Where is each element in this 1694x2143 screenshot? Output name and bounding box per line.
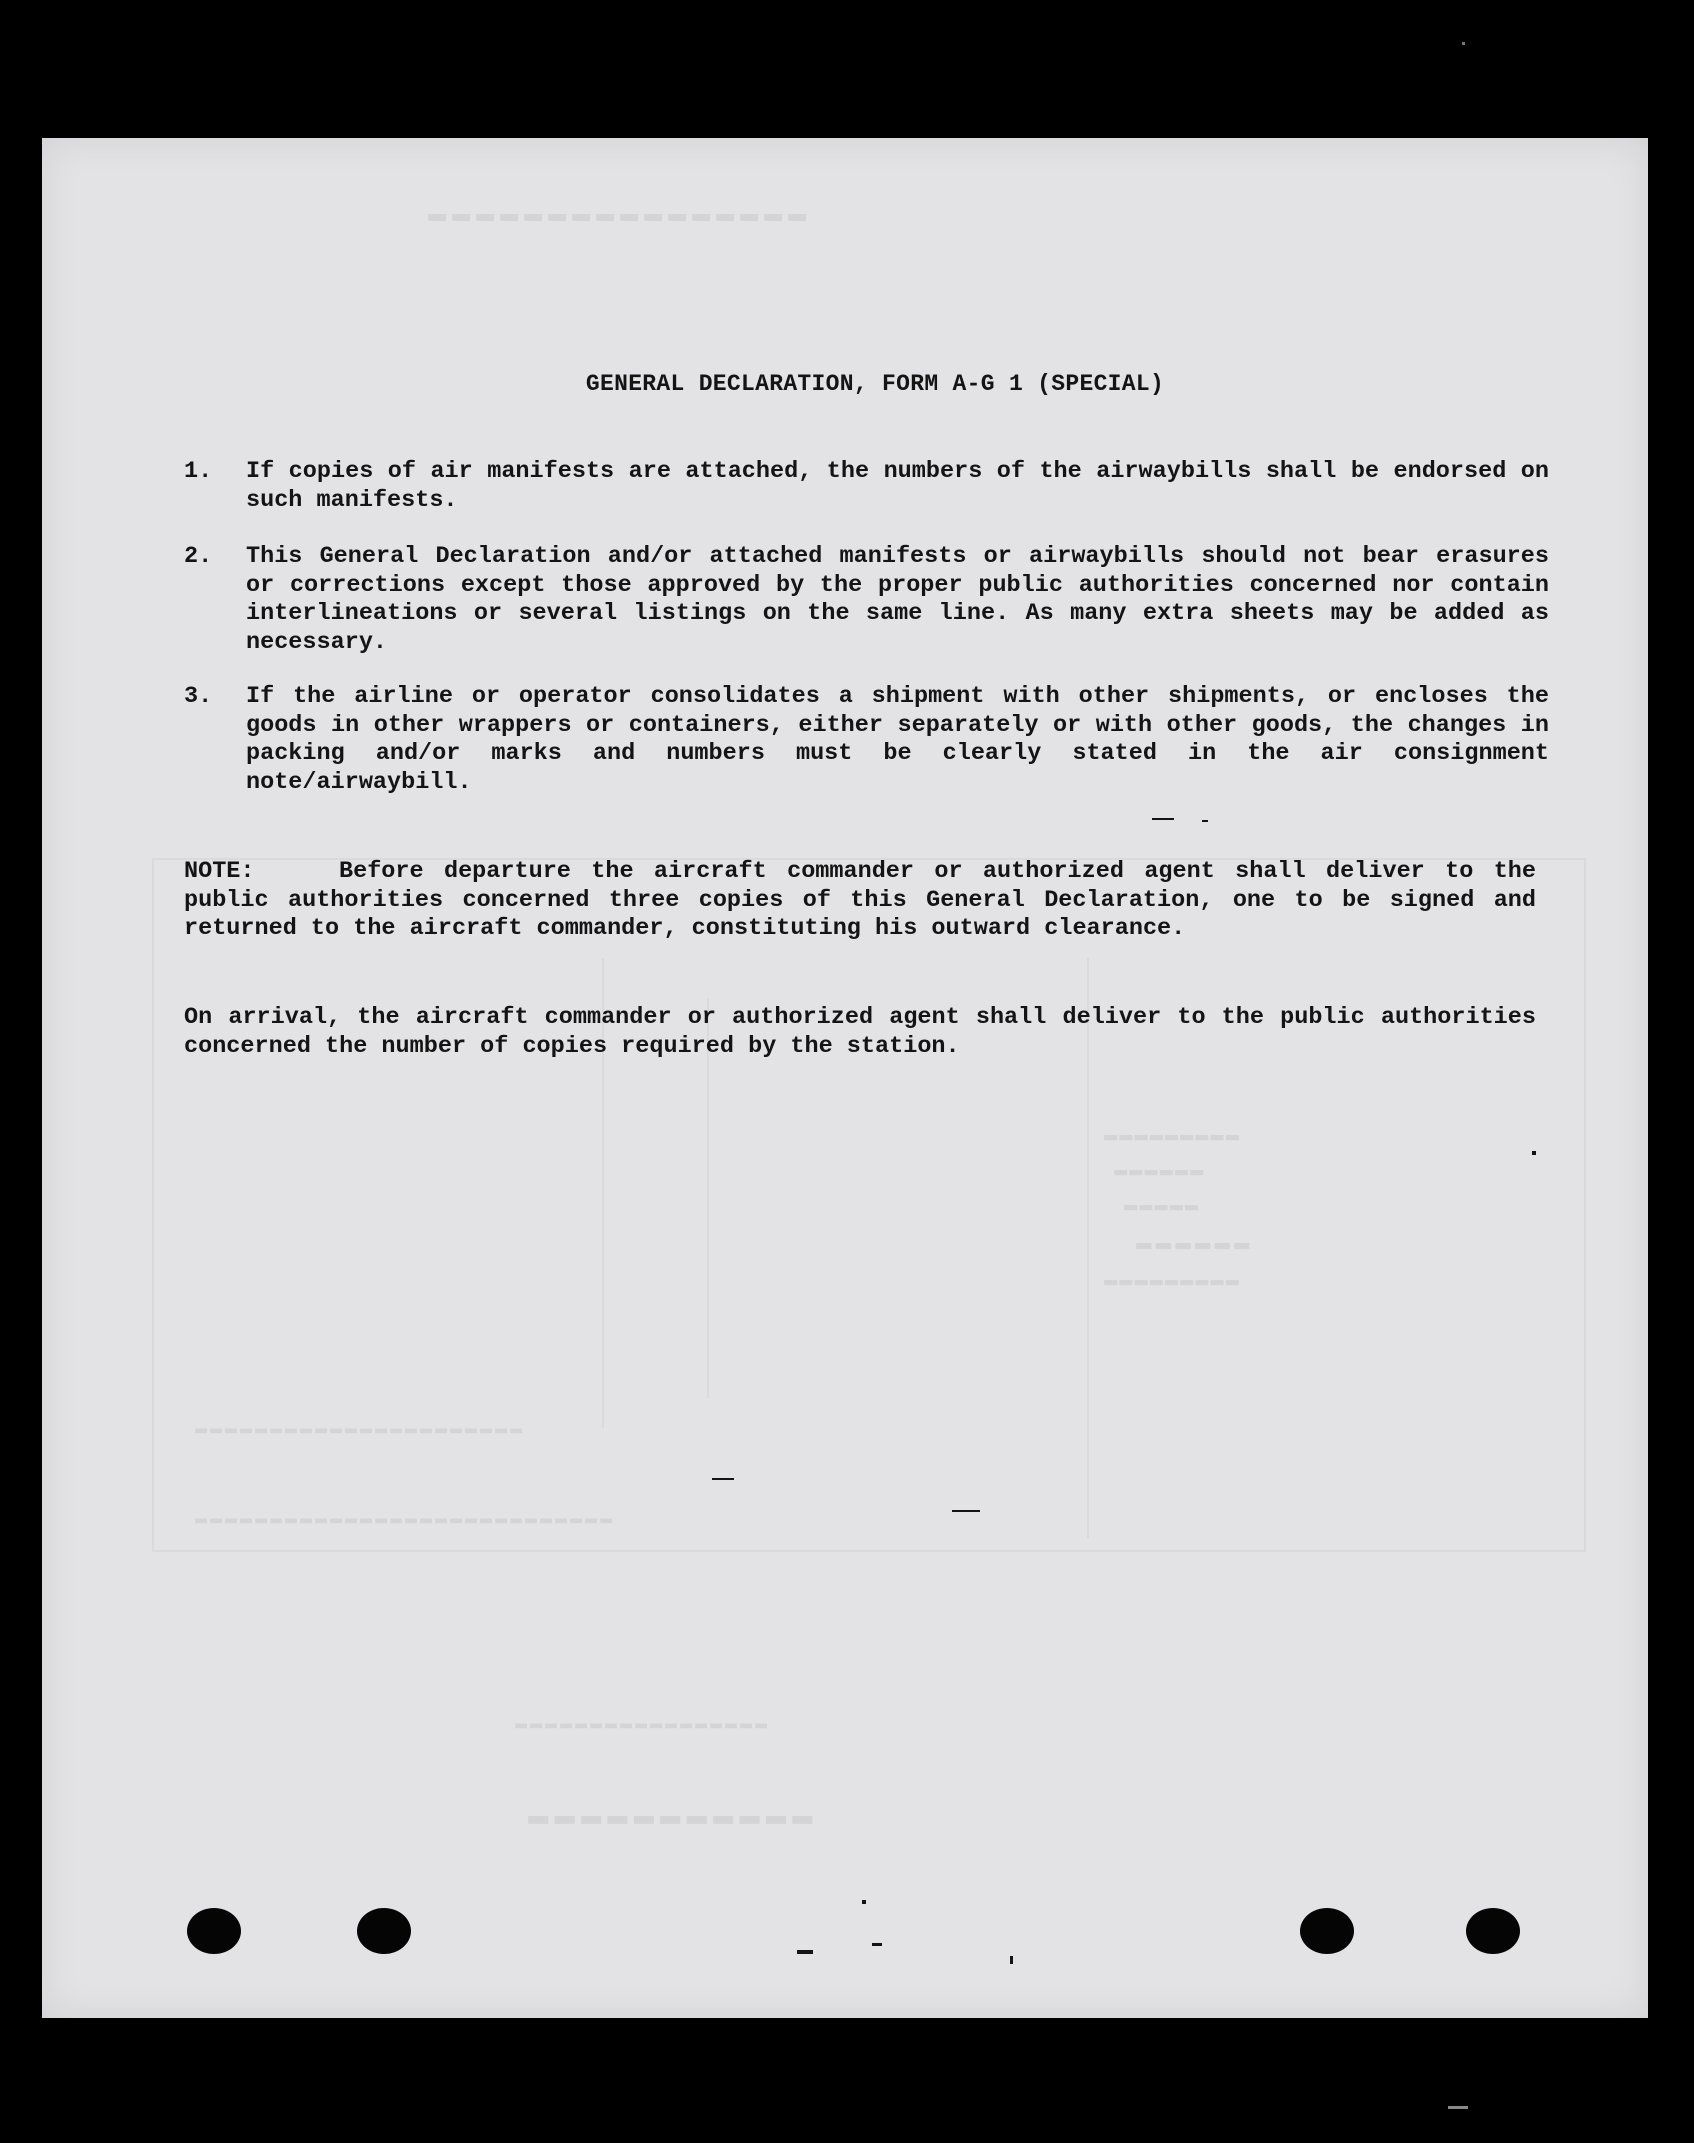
item-number: 3.	[184, 683, 213, 710]
scan-speck	[1462, 42, 1465, 45]
scanned-page	[42, 138, 1648, 2018]
scan-speck	[952, 1510, 980, 1512]
scan-speck	[1532, 1151, 1536, 1155]
scan-speck	[1010, 1956, 1013, 1964]
scan-speck	[862, 1900, 866, 1904]
scan-speck	[1448, 2106, 1468, 2109]
scan-speck	[712, 1478, 734, 1480]
bleed-through-stamp: ▬▬▬▬▬▬▬▬▬	[1102, 1123, 1239, 1148]
item-number: 2.	[184, 543, 213, 570]
bleed-through-stamp: ▬▬▬▬▬▬▬▬▬	[1102, 1268, 1239, 1293]
bleed-through-line: ▬▬▬▬▬▬▬▬▬▬▬▬▬▬▬▬▬▬▬▬▬▬	[192, 1418, 523, 1441]
item-text: This General Declaration and/or attached manifests or airwaybills should not bear erasures or corrections except those approved by the proper public authorities concerned nor contain interlineations or several listings on the same line. As many extra sheets may be added as necessary.	[246, 543, 1549, 656]
note-text: Before departure the aircraft commander or authorized agent shall deliver to the public authorities concerned three copies of this General Declaration, one to be signed and returned to the aircraft commander, constituting his outward clearance.	[184, 858, 1536, 942]
scan-speck	[797, 1950, 813, 1954]
bleed-through-mark: ▬▬▬▬▬▬▬▬▬▬▬▬▬▬▬▬	[422, 198, 807, 232]
bleed-through-stamp: ▬▬▬▬▬	[1122, 1193, 1199, 1218]
bleed-through-line: ▬▬▬▬▬▬▬▬▬▬▬	[522, 1798, 813, 1836]
note-paragraph	[184, 858, 1536, 944]
punch-hole	[187, 1908, 241, 1954]
scan-speck	[1202, 820, 1208, 822]
bleed-through-stamp: ▬▬▬▬▬▬	[1112, 1158, 1204, 1183]
item-number: 1.	[184, 458, 213, 485]
punch-hole	[357, 1908, 411, 1954]
scan-speck	[872, 1943, 882, 1946]
bleed-through-line: ▬▬▬▬▬▬▬▬▬▬▬▬▬▬▬▬▬▬▬▬▬▬▬▬▬▬▬▬	[192, 1508, 613, 1531]
bleed-through-stamp: ▬▬▬▬▬▬	[1132, 1228, 1250, 1258]
list-item	[184, 458, 1549, 515]
list-item	[184, 543, 1549, 657]
document-text	[42, 138, 1648, 2018]
bleed-through-line: ▬▬▬▬▬▬▬▬▬▬▬▬▬▬▬▬▬	[512, 1713, 768, 1736]
item-text: If the airline or operator consolidates a shipment with other shipments, or encloses the goods in other wrappers or containers, either separately or with other goods, the changes in packing and/or marks and numbers must be clearly stated in the air consignment note/airwaybill.	[246, 683, 1549, 796]
list-item	[184, 683, 1549, 797]
arrival-paragraph: On arrival, the aircraft commander or authorized agent shall deliver to the public authorities concerned the number of copies required by the station.	[184, 1004, 1536, 1060]
punch-hole	[1300, 1908, 1354, 1954]
item-text: If copies of air manifests are attached, the numbers of the airwaybills shall be endorsed on such manifests.	[246, 458, 1549, 514]
scan-speck	[1152, 818, 1174, 820]
punch-hole	[1466, 1908, 1520, 1954]
note-label: NOTE:	[184, 858, 255, 885]
document-title: GENERAL DECLARATION, FORM A-G 1 (SPECIAL)	[585, 371, 1165, 397]
